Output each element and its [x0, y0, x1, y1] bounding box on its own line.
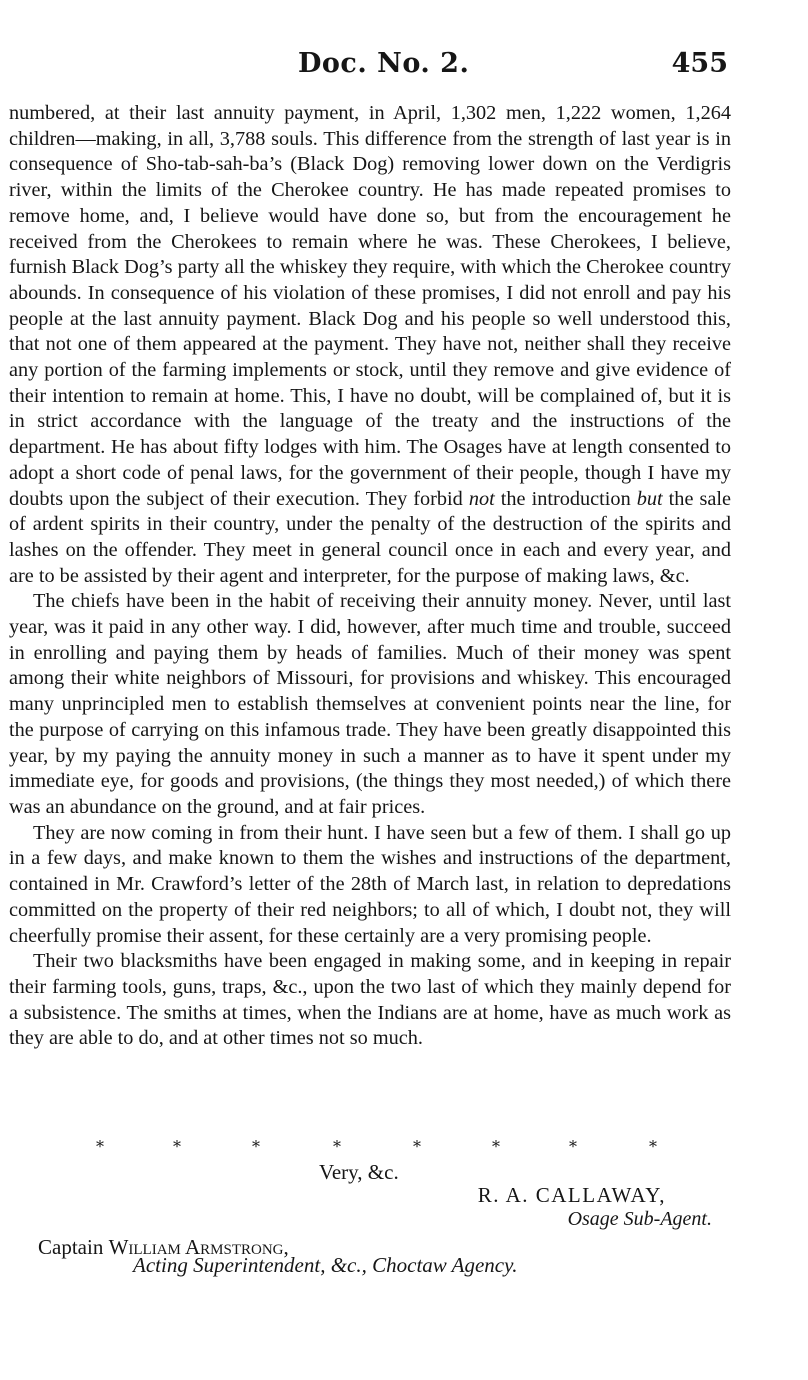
page-header — [10, 48, 728, 88]
star-8: * — [649, 1137, 657, 1156]
paragraph-2: The chiefs have been in the habit of receiving their annuity money. Never, until last year, was it paid in any other way. I did, however, after much time and trouble, succeed in enrolling and paying them by heads of families. Much of their money was spent among their white neighbors of Missouri, for provisions and whiskey. This encouraged many unprincipled men to establish themselves at convenient points near the line, for the purpose of carrying on this infamous trade. They have been greatly disappointed this year, by my paying the annuity money in such a manner as to have it spent under my immediate eye, for goods and provisions, (the things they most needed,) of which there was an abundance on the ground, and at fair prices. — [9, 590, 731, 818]
paragraph-1: numbered, at their last annuity payment, in April, 1,302 men, 1,222 women, 1,264 children—making, in all, 3,788 souls. This difference from the strength of last year is in consequence of Sho-tab-sah-ba’s (Black Dog) removing lower down on the Verdigris river, within the limits of the Cherokee country. He has made repeated promises to remove home, and, I believe would have done so, but from the encouragement he received from the Cherokees to remain where he was. These Cherokees, I believe, furnish Black Dog’s party all the whiskey they require, with which the Cherokee country abounds. In consequence of his violation of these promises, I did not enroll and pay his people at the last annuity payment. Black Dog and his people so well understood this, that not one of them appeared at the payment. They have not, neither shall they receive any portion of the farming implements or stock, until they remove and give evidence of their intention to remain at home. This, I have no doubt, will be complained of, but it is in strict accordance with the language of the treaty and the instructions of the department. He has about fifty lodges with him. The Osages have at length consented to adopt a short code of penal laws, for the government of their people, though I have my doubts upon the subject of their execution. They forbid not the introduction but the sale of ardent spirits in their country, under the penalty of the destruction of the spirits and lashes on the offender. They meet in general council once in each and every year, and are to be assisted by their agent and interpreter, for the purpose of making laws, &c. — [9, 102, 731, 587]
star-3: * — [252, 1137, 260, 1156]
emphasis-not: not — [468, 487, 495, 510]
star-5: * — [413, 1137, 421, 1156]
page-number: 455 — [671, 48, 728, 79]
signer-title: Osage Sub-Agent. — [567, 1208, 712, 1230]
star-4: * — [333, 1137, 341, 1156]
addressee-name: William Armstrong, — [108, 1235, 289, 1259]
document-title: Doc. No. 2. — [298, 48, 470, 79]
emphasis-but: but — [636, 487, 663, 510]
section-break-stars — [0, 1137, 808, 1157]
paragraph-4: Their two blacksmiths have been engaged in making some, and in keeping in repair their farming tools, guns, traps, &c., upon the two last of which they mainly depend for a subsistence. The smiths at times, when the Indians are at home, have as much work as they are able to do, and at other times not so much. — [9, 950, 731, 1050]
closing-salutation: Very, &c. — [319, 1160, 399, 1184]
star-6: * — [492, 1137, 500, 1156]
signer-name: R. A. CALLAWAY, — [477, 1183, 666, 1207]
paragraph-3: They are now coming in from their hunt. I have seen but a few of them. I shall go up in a few days, and make known to them the wishes and instructions of the department, contained in Mr. Crawford’s letter of the 28th of March last, in relation to depredations committed on the property of their red neighbors; to all of which, I doubt not, they will cheerfully promise their assent, for these certainly are a very promising people. — [9, 821, 731, 947]
addressee-prefix: Captain — [38, 1235, 104, 1259]
star-2: * — [173, 1137, 181, 1156]
addressee-title: Acting Superintendent, &c., Choctaw Agency. — [133, 1253, 518, 1277]
star-1: * — [96, 1137, 104, 1156]
body-text — [9, 101, 731, 1052]
star-7: * — [569, 1137, 577, 1156]
